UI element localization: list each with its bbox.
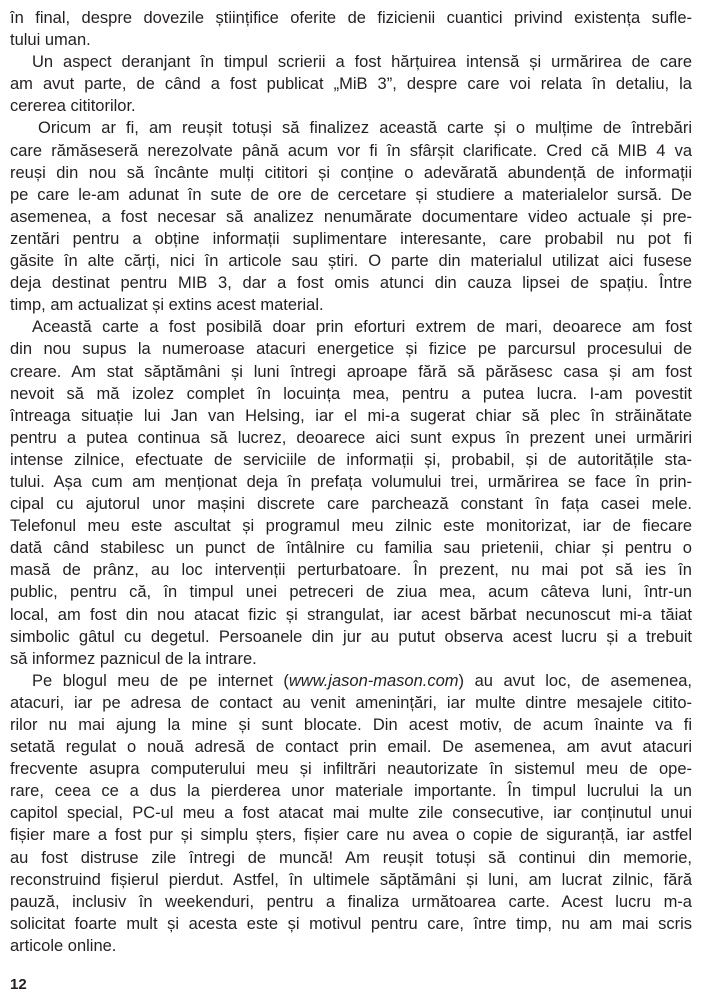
text-line: reconstruind fișierul pierdut. Astfel, în ultimele săptămâni și luni, am lucrat zilnic, fără xyxy=(10,870,692,889)
text-line: deja destinat pentru MIB 3, dar a fost omis atunci din cauza lipsei de spațiu. Între xyxy=(10,274,692,293)
text-line: atacuri, iar pe adresa de contact au venit amenințări, iar multe dintre mesajele citito- xyxy=(10,693,692,712)
text-line: timp, am actualizat și extins acest material. xyxy=(10,296,324,315)
paragraph xyxy=(10,670,692,957)
page-number: 12 xyxy=(10,976,27,993)
text-line: intense zilnice, efectuate de serviciile de informații și, probabil, și de autoritățile sta- xyxy=(10,450,692,469)
paragraph xyxy=(10,316,692,670)
text-line: am avut parte, de când a fost publicat „MiB 3”, despre care voi relata în detaliu, la xyxy=(10,75,692,94)
text-line: Telefonul meu este ascultat și programul meu zilnic este monitorizat, iar de fiecare xyxy=(10,517,692,536)
text-line: tului. Așa cum am menționat deja în prefața volumului trei, urmărirea se face în prin- xyxy=(10,472,692,491)
text-line: articole online. xyxy=(10,936,117,955)
blog-line-after: ) au avut loc, de asemenea, xyxy=(458,671,692,690)
blog-url: www.jason-mason.com xyxy=(288,671,459,690)
text-line: public, pentru că, în timpul unei petreceri de ziua mea, acum câteva luni, într-un xyxy=(10,583,692,602)
text-line: care rămăseseră nerezolvate până acum vor fi în sfârșit clarificate. Cred că MIB 4 va xyxy=(10,141,692,160)
text-line: solicitat foarte mult și acesta este și motivul pentru care, între timp, nu am mai scris xyxy=(10,914,692,933)
text-line: rilor nu mai ajung la mine și sunt blocate. Din acest motiv, de acum înainte va fi xyxy=(10,716,692,734)
text-line: pentru a putea continua să lucrez, deoarece aici sunt expus în prezent unei urmăriri xyxy=(10,428,692,447)
text-line: reuși din nou să încânte mulți cititori și conține o adevărată abundență de informații xyxy=(10,163,692,182)
text-line: au fost distruse zile întregi de muncă! Am reușit totuși să continui din memorie, xyxy=(10,848,692,867)
text-line: Un aspect deranjant în timpul scrierii a fost hărțuirea intensă și urmărirea de care xyxy=(32,53,692,72)
text-line: cipal cu ajutorul unor mașini discrete care parchează constant în fața casei mele. xyxy=(10,495,692,514)
text-line: rare, ceea ce a dus la pierderea unor materiale importante. În timpul lucrului la un xyxy=(10,782,692,801)
text-line: frecvente asupra computerului meu și infiltrări neautorizate în sistemul meu de ope- xyxy=(10,760,692,779)
text-line: local, am fost din nou atacat fizic și strangulat, iar acest bărbat necunoscut mi-a tăiat xyxy=(10,605,692,624)
text-line: pe care le-am adunat în sute de ore de cercetare și studiere a materialelor sursă. De xyxy=(10,185,692,204)
text-line: nevoit să mă izolez complet în locuința mea, pentru a putea lucra. I-am povestit xyxy=(10,384,692,403)
paragraph xyxy=(10,51,692,117)
text-line: cererea cititorilor. xyxy=(10,97,136,116)
text-line xyxy=(10,670,692,692)
text-line: masă de prânz, au loc intervenții perturbatoare. În prezent, nu mai pot să ies în xyxy=(10,561,692,580)
text-line: din nou supus la numeroase atacuri energetice și fizice pe parcursul procesului de xyxy=(10,340,692,359)
text-line: simbolic gâtul cu degetul. Persoanele din jur au putut observa acest lucru și a trebuit xyxy=(10,627,692,646)
text-line: Această carte a fost posibilă doar prin eforturi extrem de mari, deoarece am fost xyxy=(32,318,692,337)
text-line: tului uman. xyxy=(10,31,91,50)
text-line: zentări pentru a obține informații suplimentare interesante, care probabil nu pot fi xyxy=(10,229,692,248)
paragraph xyxy=(10,117,692,316)
text-line: fișier mare a fost pur și simplu șters, fișier care nu avea o copie de siguranță, iar astfel xyxy=(10,826,692,845)
text-line: Oricum ar fi, am reușit totuși să finalizez această carte și o mulțime de întrebări xyxy=(38,119,692,138)
blog-line-before: Pe blogul meu de pe internet ( xyxy=(32,671,289,690)
paragraph xyxy=(10,7,692,51)
text-line: dată când stabilesc un punct de întâlnire cu familia sau prietenii, chiar și pentru o xyxy=(10,539,692,558)
text-line: setată regulat o nouă adresă de contact prin email. De asemenea, am avut atacuri xyxy=(10,738,692,757)
text-line: întreaga situație lui Jan van Helsing, iar el mi-a sugerat chiar să plec în străinătate xyxy=(10,406,692,425)
text-line: găsite în alte cărți, nici în articole sau știri. O parte din materialul utilizat aici fusese xyxy=(10,252,692,271)
text-line: capitol special, PC-ul meu a fost atacat mai multe zile consecutive, iar conținutul unui xyxy=(10,804,692,823)
text-line: pauză, inclusiv în weekenduri, pentru a finaliza următoarea carte. Acest lucru m-a xyxy=(10,892,692,911)
text-line: asemenea, a fost necesar să analizez nenumărate documentare video actuale și pre- xyxy=(10,207,692,226)
text-line: în final, despre dovezile științifice oferite de fizicienii cuantici privind existența sufle- xyxy=(10,9,692,27)
text-line: să informez paznicul de la intrare. xyxy=(10,649,257,668)
body-text xyxy=(10,7,692,957)
text-line: creare. Am stat săptămâni și luni întregi aproape fără să părăsesc casa și am fost xyxy=(10,362,692,381)
